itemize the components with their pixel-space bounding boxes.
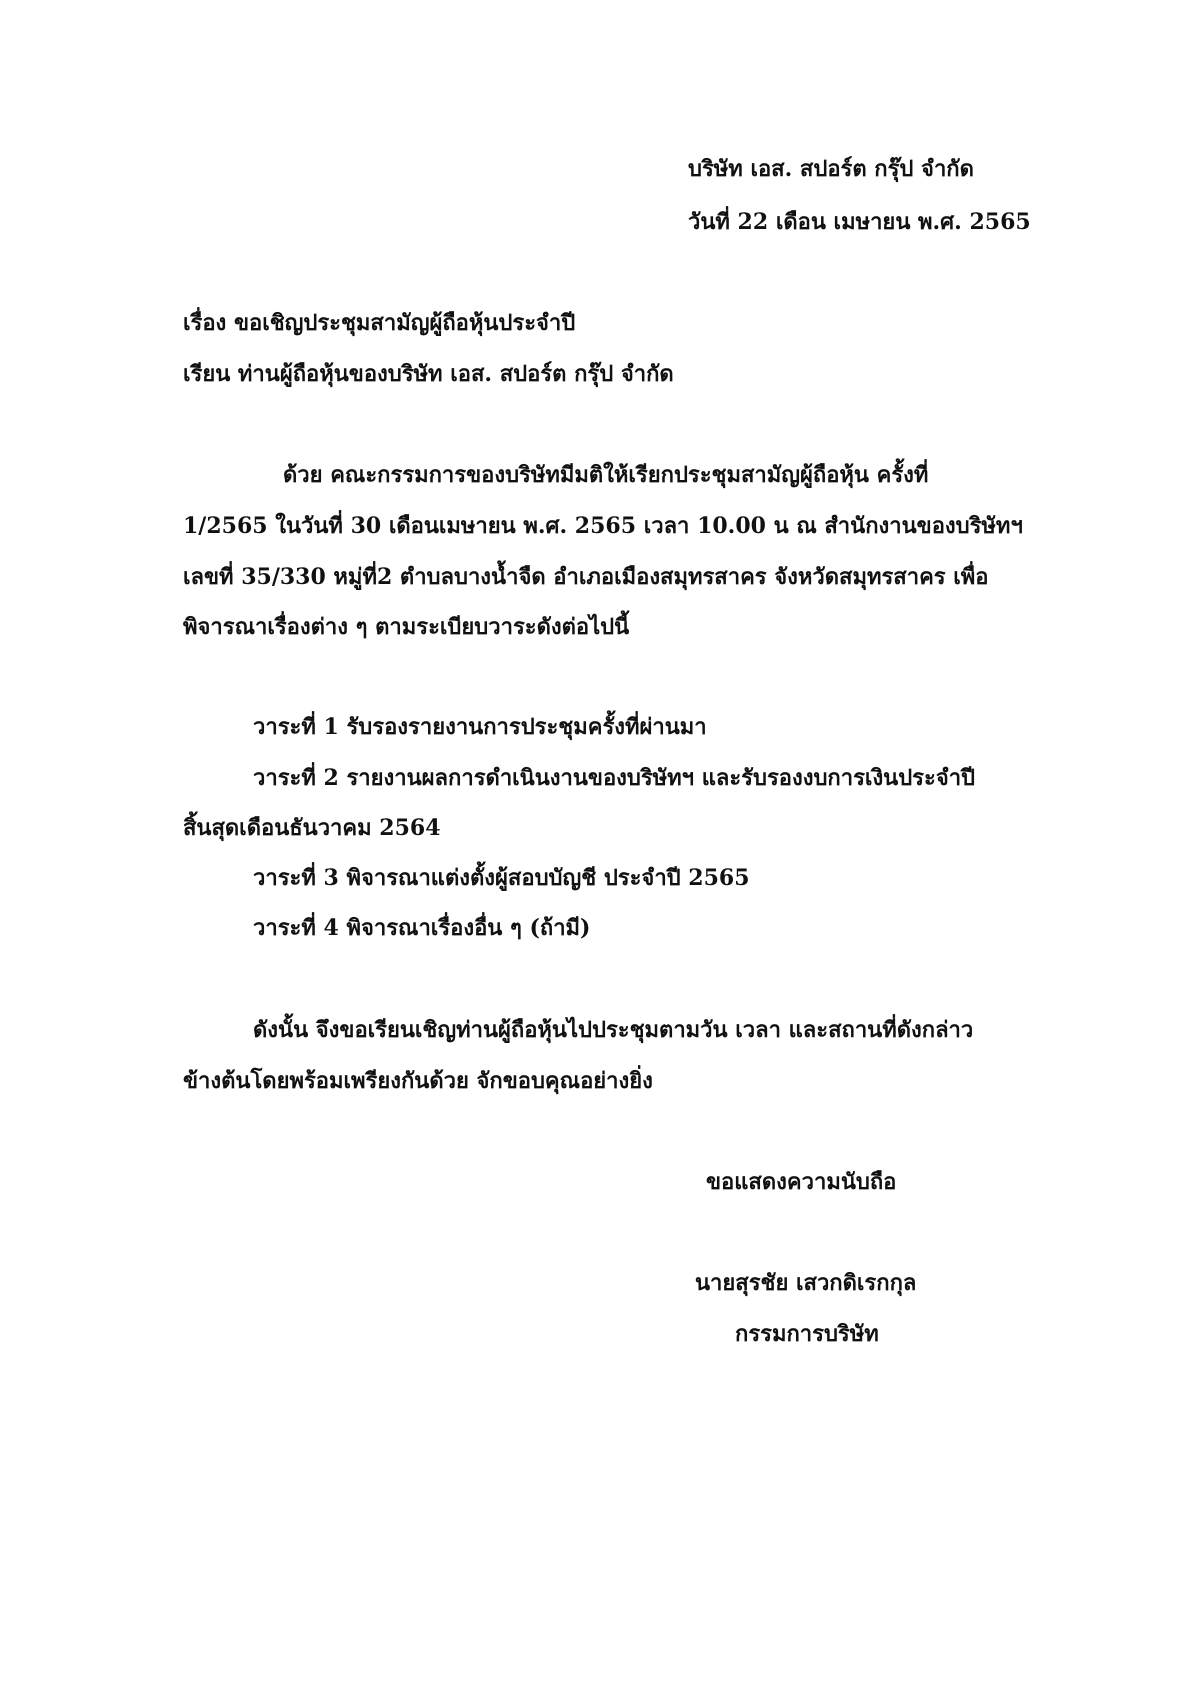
agenda-item-1: วาระที่ 1 รับรองรายงานการประชุมครั้งที่ผ่านมา xyxy=(253,714,707,740)
recipient-line: เรียน ท่านผู้ถือหุ้นของบริษัท เอส. สปอร์ต กรุ๊ป จำกัด xyxy=(183,361,674,387)
signatory-title: กรรมการบริษัท xyxy=(735,1321,879,1347)
agenda-item-2-continued: สิ้นสุดเดือนธันวาคม 2564 xyxy=(183,815,441,841)
intro-line-3: เลขที่ 35/330 หมู่ที่2 ตำบลบางน้ำจืด อำเภอเมืองสมุทรสาคร จังหวัดสมุทรสาคร เพื่อ xyxy=(183,564,989,590)
closing-line-1: ดังนั้น จึงขอเรียนเชิญท่านผู้ถือหุ้นไปประชุมตามวัน เวลา และสถานที่ดังกล่าว xyxy=(253,1017,974,1043)
intro-line-2: 1/2565 ในวันที่ 30 เดือนเมษายน พ.ศ. 2565 เวลา 10.00 น ณ สำนักงานของบริษัทฯ xyxy=(183,513,1023,539)
signature-salutation: ขอแสดงความนับถือ xyxy=(706,1169,897,1195)
letter-date: วันที่ 22 เดือน เมษายน พ.ศ. 2565 xyxy=(688,209,1031,235)
closing-line-2: ข้างต้นโดยพร้อมเพรียงกันด้วย จักขอบคุณอย่างยิ่ง xyxy=(183,1068,653,1094)
company-name: บริษัท เอส. สปอร์ต กรุ๊ป จำกัด xyxy=(688,156,974,182)
agenda-item-2: วาระที่ 2 รายงานผลการดำเนินงานของบริษัทฯ และรับรองงบการเงินประจำปี xyxy=(253,765,976,791)
agenda-item-4: วาระที่ 4 พิจารณาเรื่องอื่น ๆ (ถ้ามี) xyxy=(253,915,591,941)
agenda-item-3: วาระที่ 3 พิจารณาแต่งตั้งผู้สอบบัญชี ประจำปี 2565 xyxy=(253,865,750,891)
signatory-name: นายสุรชัย เสวกดิเรกกุล xyxy=(695,1270,917,1296)
intro-line-1: ด้วย คณะกรรมการของบริษัทมีมติให้เรียกประชุมสามัญผู้ถือหุ้น ครั้งที่ xyxy=(283,462,929,488)
subject-line: เรื่อง ขอเชิญประชุมสามัญผู้ถือหุ้นประจำปี xyxy=(183,310,576,336)
intro-line-4: พิจารณาเรื่องต่าง ๆ ตามระเบียบวาระดังต่อไปนี้ xyxy=(183,614,630,640)
